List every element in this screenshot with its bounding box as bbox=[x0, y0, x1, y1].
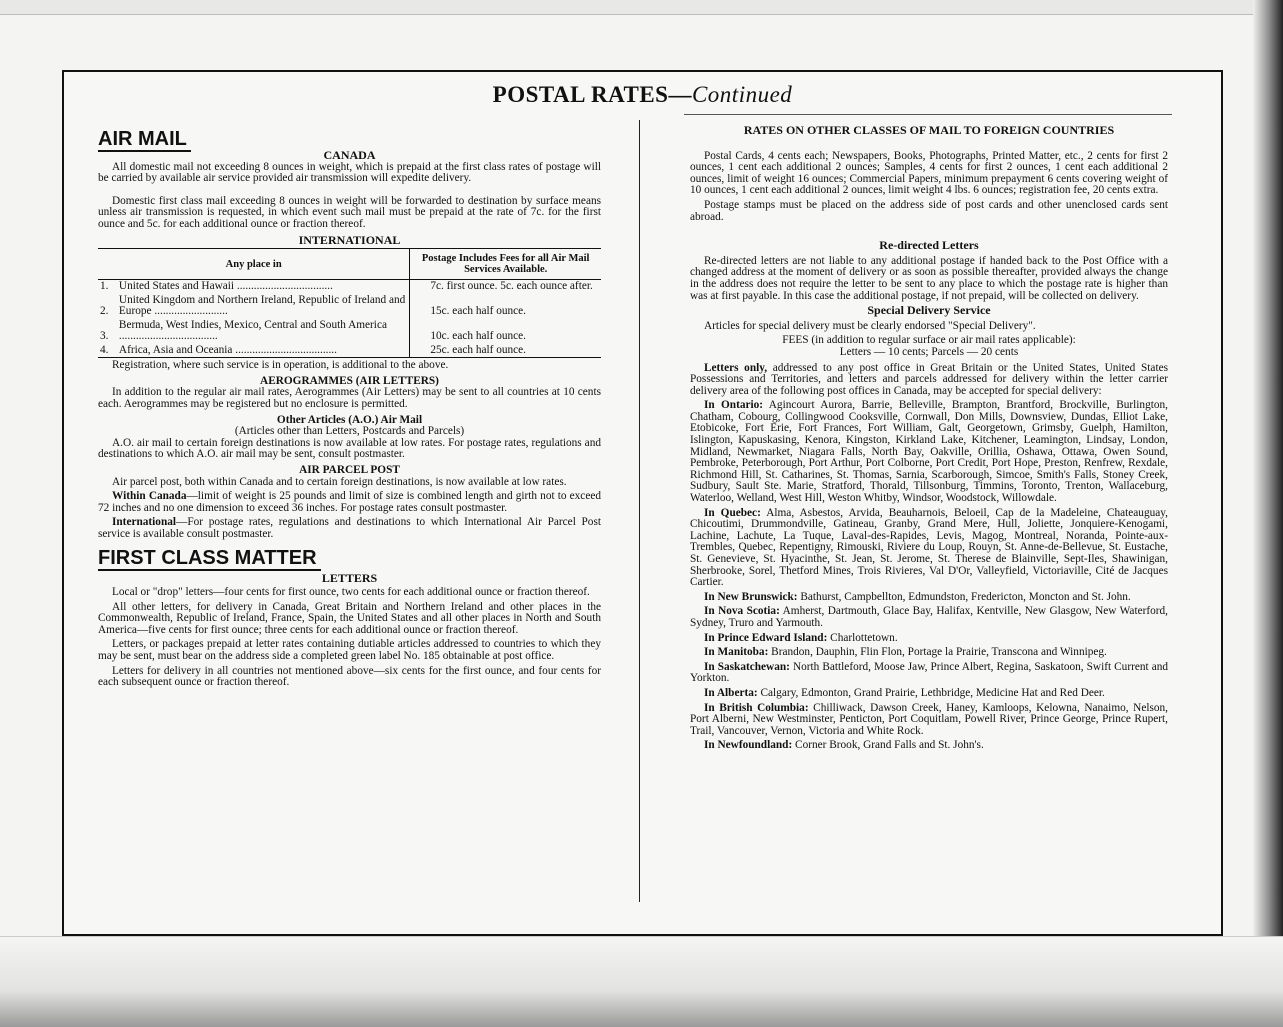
other-classes-p1: Postal Cards, 4 cents each; Newspapers, Books, Photographs, Printed Matter, etc., 2 cents for first 2 ounces, 1 cent each additional 2 ounces; Samples, 4 cents for first 2 ounces, 1 cent each additional 2 ounces, limit of weight 16 ounces; Commercial Papers, minimum prepayment 6 cents covering weight of 10 ounces, 1 cent each additional 2 ounces, limit weight 4 lbs. 6 ounces; registration fee, 20 cents extra. bbox=[690, 149, 1168, 197]
aerogrammes-text: In addition to the regular air mail rates, Aerogrammes (Air Letters) may be sent to all countries at 10 cents each. Aerogrammes may be registered but no enclosure is permitted. bbox=[98, 386, 601, 410]
special-delivery-p1: Articles for special delivery must be clearly endorsed "Special Delivery". bbox=[704, 319, 1036, 332]
redirected-text: Re-directed letters are not liable to any additional postage if handed back to the Post Office with a changed address at the moment of delivery or as soon as possible thereafter, provided always the change in the address does not require the letter to be sent to any place to which the postage rate is higher than was at first payable. In this case the additional postage, if not prepaid, will be collected on delivery. bbox=[690, 254, 1168, 302]
air-parcel-p2: Within Canada—limit of weight is 25 pounds and limit of size is combined length and girth not to exceed 72 inches and no one dimension to exceed 36 inches. For postage rates consult postmaster. bbox=[98, 490, 601, 514]
other-classes-p2: Postage stamps must be placed on the address side of post cards and other unenclosed cards sent abroad. bbox=[690, 198, 1168, 223]
special-delivery-p2: Letters only, addressed to any post office in Great Britain or the United States, United States Possessions and Territories, and letters and parcels addressed for delivery within the letter carrier delivery area of the following post offices in Canada, may be accepted for special delivery: bbox=[690, 361, 1168, 397]
first-class-p2: All other letters, for delivery in Canada, Great Britain and Northern Ireland and other places in the Commonwealth, Republic of Ireland, France, Spain, the United States and all other places in North and South America—five cents for first ounce; three cents for each additional ounce or fraction thereof. bbox=[98, 600, 601, 636]
province-manitoba: In Manitoba: Brandon, Dauphin, Flin Flon, Portage la Prairie, Transcona and Winnipeg. bbox=[704, 646, 1107, 659]
canada-paragraph-1: All domestic mail not exceeding 8 ounces in weight, which is prepaid at the first class rates of postage will be carried by available air service provided air transmission will expedite delivery. bbox=[98, 160, 601, 185]
canada-paragraph-2: Domestic first class mail exceeding 8 ounces in weight will be forwarded to destination by surface means unless air transmission is requested, in which event such mail must be prepaid at the rate of 7c. for the first ounce and 5c. for each additional ounce or fraction thereof. bbox=[98, 194, 601, 230]
province-saskatchewan: In Saskatchewan: North Battleford, Moose Jaw, Prince Albert, Regina, Saskatoon, Swift Current and Yorkton. bbox=[690, 660, 1169, 685]
page-top-edge bbox=[0, 0, 1283, 15]
province-alberta: In Alberta: Calgary, Edmonton, Grand Prairie, Lethbridge, Medicine Hat and Red Deer. bbox=[704, 686, 1105, 699]
ao-heading: Other Articles (A.O.) Air Mail bbox=[276, 413, 423, 426]
province-newfoundland: In Newfoundland: Corner Brook, Grand Falls and St. John's. bbox=[704, 739, 984, 752]
air-mail-heading: AIR MAIL bbox=[98, 128, 191, 152]
table-row: 3. Bermuda, West Indies, Mexico, Central and South America ................................... 10c. each half ounce. bbox=[98, 319, 601, 344]
table-header-place: Any place in bbox=[98, 249, 410, 280]
content-frame bbox=[62, 70, 1223, 936]
air-mail-rates-table bbox=[98, 248, 601, 358]
air-parcel-p3: International—For postage rates, regulations and destinations to which International Air Parcel Post service is available consult postmaster. bbox=[98, 516, 601, 540]
letters-heading: LETTERS bbox=[321, 571, 378, 586]
page-bottom-curl bbox=[0, 936, 1283, 1027]
table-row: 1. United States and Hawaii .................................. 7c. first ounce. 5c. each ounce after. bbox=[98, 280, 601, 294]
special-delivery-fees-amounts: Letters — 10 cents; Parcels — 20 cents bbox=[839, 345, 1019, 358]
table-header-postage: Postage Includes Fees for all Air Mail Services Available. bbox=[410, 249, 601, 280]
ao-text: A.O. air mail to certain foreign destinations is now available at low rates. For postage rates, regulations and destinations to which A.O. air mail may be sent, consult postmaster. bbox=[98, 436, 601, 461]
registration-note: Registration, where such service is in operation, is additional to the above. bbox=[112, 359, 449, 372]
page-right-edge bbox=[1253, 0, 1283, 1027]
table-row: 4. Africa, Asia and Oceania .................................... 25c. each half ounce. bbox=[98, 344, 601, 358]
province-quebec: In Quebec: Alma, Asbestos, Arvida, Beauharnois, Beloeil, Cap de la Madeleine, Chateauguay, Chicoutimi, Drummondville, Gatineau, Granby, Grand Mere, Hull, Joliette, Jonquiere-Kenogami, Lachine, Lachute, La Tuque, Laval-des-Rapides, Levis, Magog, Montreal, Noranda, Pointe-aux-Trembles, Quebec, Repentigny, Rimouski, Riviere du Loup, Rouyn, St. Anne-de-Bellevue, St. Eustache, St. Genevieve, St. Hyacinthe, St. Jean, St. Jerome, St. Therese de Blainville, Sept-Iles, Shawinigan, Sherbrooke, Sorel, Thetford Mines, Trois Rivieres, Val D'Or, Valleyfield, Victoriaville, Cité de Jacques Cartier. bbox=[690, 506, 1168, 589]
right-column bbox=[690, 124, 1168, 755]
first-class-p4: Letters for delivery in all countries not mentioned above—six cents for the first ounce, and four cents for each subsequent ounce or fraction thereof. bbox=[98, 664, 601, 689]
first-class-heading: FIRST CLASS MATTER bbox=[98, 547, 321, 571]
other-classes-heading: RATES ON OTHER CLASSES OF MAIL TO FOREIGN COUNTRIES bbox=[743, 123, 1115, 137]
province-british-columbia: In British Columbia: Chilliwack, Dawson Creek, Haney, Kamloops, Kelowna, Nanaimo, Nelson, Port Alberni, New Westminster, Penticton, Port Coquitlam, Powell River, Prince George, Prince Rupert, Trail, Vancouver, Vernon, Victoria and White Rock. bbox=[690, 701, 1168, 737]
ao-subheading: (Articles other than Letters, Postcards and Parcels) bbox=[234, 425, 465, 438]
page-title-continued: Continued bbox=[691, 82, 793, 107]
column-divider bbox=[639, 120, 640, 902]
canada-heading: CANADA bbox=[323, 148, 376, 162]
province-pei: In Prince Edward Island: Charlottetown. bbox=[704, 631, 898, 644]
province-nova-scotia: In Nova Scotia: Amherst, Dartmouth, Glace Bay, Halifax, Kentville, New Glasgow, New Waterford, Sydney, Truro and Yarmouth. bbox=[690, 605, 1168, 629]
first-class-p1: Local or "drop" letters—four cents for first ounce, two cents for each additional ounce or fraction thereof. bbox=[112, 586, 590, 599]
international-heading: INTERNATIONAL bbox=[298, 232, 401, 247]
special-delivery-heading: Special Delivery Service bbox=[867, 303, 991, 318]
aerogrammes-heading: AEROGRAMMES (AIR LETTERS) bbox=[260, 374, 439, 387]
air-parcel-p1: Air parcel post, both within Canada and to certain foreign destinations, is now available at low rates. bbox=[112, 475, 567, 488]
redirected-heading: Re-directed Letters bbox=[879, 238, 979, 253]
title-rule bbox=[684, 114, 1172, 115]
air-parcel-heading: AIR PARCEL POST bbox=[299, 463, 400, 476]
first-class-p3: Letters, or packages prepaid at letter rates containing dutiable articles addressed to countries to which they may be sent, must bear on the address side a completed green label No. 185 obtainable at post office. bbox=[98, 638, 601, 663]
province-new-brunswick: In New Brunswick: Bathurst, Campbellton, Edmundston, Fredericton, Moncton and St. John. bbox=[704, 590, 1131, 603]
left-column bbox=[98, 124, 601, 692]
page-title: POSTAL RATES—Continued bbox=[492, 82, 793, 107]
table-row: 2. United Kingdom and Northern Ireland, Republic of Ireland and Europe .......................... 15c. each half ounce. bbox=[98, 294, 601, 319]
province-ontario: In Ontario: Agincourt Aurora, Barrie, Belleville, Brampton, Brantford, Brockville, Burlington, Chatham, Cobourg, Collingwood Cooksville, Cornwall, Don Mills, Downsview, Dundas, Elliot Lake, Etobicoke, Fort Erie, Fort Frances, Fort William, Galt, Georgetown, Grimsby, Guelph, Hamilton, Islington, Kapuskasing, Kenora, Kingston, Kirkland Lake, Kitchener, Leamington, Lindsay, London, Midland, Newmarket, Niagara Falls, North Bay, Oakville, Orillia, Oshawa, Ottawa, Owen Sound, Pembroke, Peterborough, Port Arthur, Port Colborne, Port Credit, Port Hope, Preston, Renfrew, Rexdale, Richmond Hill, St. Catharines, St. Thomas, Sarnia, Scarborough, Simcoe, Smith's Falls, Stoney Creek, Sudbury, Sault Ste. Marie, Stratford, Thorald, Tillsonburg, Timmins, Toronto, Trenton, Wallaceburg, Waterloo, Welland, West Hill, Weston Whitby, Windsor, Woodstock, Willowdale. bbox=[690, 399, 1168, 505]
special-delivery-fees: FEES (in addition to regular surface or air mail rates applicable): bbox=[782, 334, 1076, 347]
